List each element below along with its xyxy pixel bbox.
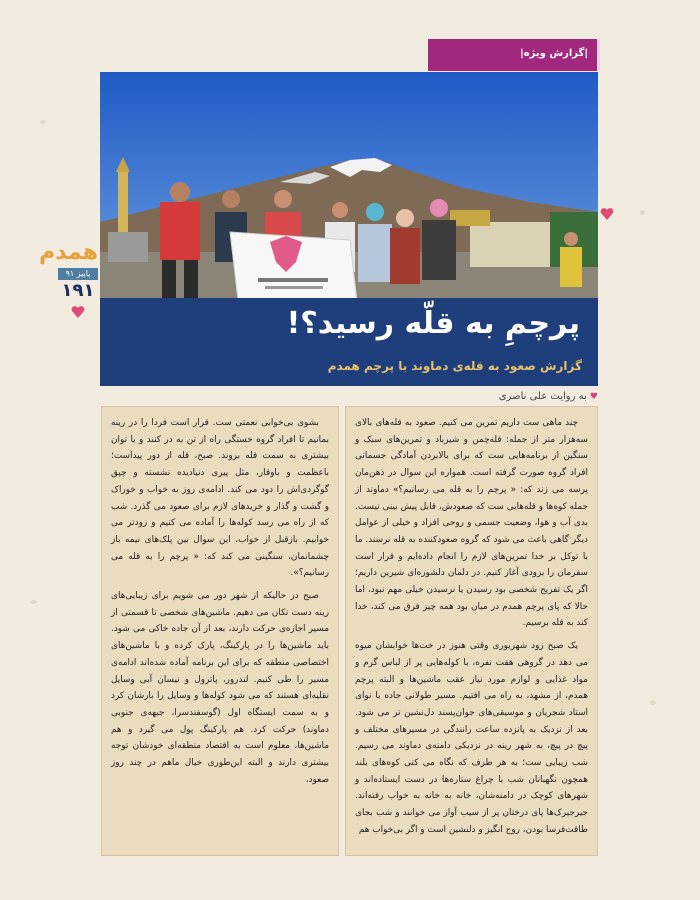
- issue-date: پاییز ۹۱: [58, 268, 98, 280]
- heart-bullet-icon: ♥: [589, 392, 598, 402]
- heart-icon: [600, 206, 614, 220]
- paragraph: یک صبح زود شهریوری وقتی هنوز در خت‌ها خوابشان میوه می دهد در گروهی هفت نفره، با کوله‌هایی پر از لباس گرم و مواد غذایی و لوازم مورد نیاز عقب ماشین‌ها و البته پرچم همدم، از مشهد، به راه می افتیم. مسیر طولانی جاده با نوای استاد شجریان و موسیقی‌های جوان‌پسند دل‌نشین تر می شود. بعد از نزدیک به پانزده ساعت رانندگی در مسیرهای مختلف و پیچ در پیچ، به شهر رینه در نزدیکی دامنه‌ی دماوند می رسیم. شب زیبایی ست؛ به هر طرف که نگاه می کنی کوه‌های بلند همچون نگهبانان شب با چراغ ستاره‌ها در دست ایستاده‌اند و شهرهای کوچک در دامنه‌شان، خانه به خانه به خواب رفته‌اند. جیرجیرک‌ها پای درختان پر از سیب آواز می خوانند و شب بجای طاقت‌فرسا بودن، روح انگیز و دلنشین است و اگر بی‌خواب هم: [355, 641, 588, 835]
- paragraph: چند ماهی ست داریم تمرین می کنیم. صعود به قله‌های بالای سه‌هزار متر از جمله: قله‌چمن و شیرباد و تمرین‌های سبک و سنگین از برنامه‌هایی ست که برای بالابردن آمادگی جسمانی افراد گروه صورت گرفته است. همواره این سوال در ذهن‌مان پرسه می زند که: « پرچم را به قله می رسانیم؟» دماوند از جمله کوه‌ها و قله‌هایی ست که صعودش، قابل پیش بینی نیست. بدی آب و هوا، وضعیت جسمی و روحی افراد و خیلی از عوامل دیگر گاهی باعث می شود که گروه صعودکننده به قله نرسند. ما با توکل بر خدا تمرین‌های لازم را انجام داده‌ایم و قرار است سفرمان را بزودی آغاز کنیم. در دلمان دلشوره‌ای شیرین داریم؛ اگر یک تفریح شخصی بود رسیدن یا نرسیدن خیلی مهم نبود، اما حالا که پای پرچم همدم در میان بود همه چیز فرق می کند، خدا کند به قله برسیم.: [355, 418, 588, 629]
- section-tag: [428, 39, 600, 71]
- article-subtitle: گزارش صعود به قله‌ی دماوند با پرچم همدم: [327, 359, 582, 373]
- paper-texture: [40, 120, 46, 124]
- paragraph: صبح در حالیکه از شهر دور می شویم برای زیبایی‌های رینه دست تکان می دهیم. ماشین‌های شخصی تا قسمتی از مسیر اجازه‌ی حرکت دارند، بعد از آن جاده خاکی می شود. باید ماشین‌ها را در پارکینگ، پارک کرده و با ماشین‌های اختصاصی منطقه که برای این برنامه آماده شده‌اند ادامه‌ی مسیر را طی کنیم. لندرور، پاترول و نیسان آبی وسایل نقلیه‌ای هستند که می شود کوله‌ها و وسایل را بارشان کرد و به سمت ایستگاه اول (گوسفندسرا، جبهه‌ی جنوبی دماوند) حرکت کرد. هم پارکینگ پول می گیرد و هم ماشین‌ها، معلوم است به اقتصاد منطقه‌ای خودشان توجه بیشتری دارند و البته این‌طوری خیال ماهم در چند روز صعود،: [111, 591, 329, 785]
- paper-texture: [640, 210, 645, 215]
- paragraph: بشوی بی‌خوابی نعمتی ست. قرار است فردا را در رینه بمانیم تا افراد گروه خستگی راه از تن به در کنند و با توان بیشتری به سمت قله بروند. صبح، قله از دور پیداست؛ باعظمت و باوقار، مثل پیری دنیادیده نشسته و چپق گوگردی‌اش را دود می کند. ادامه‌ی روز به خواب و خوراک و گشت و گذار و خریدهای لازم برای صعود می گذرد. شب که از راه می رسد کوله‌ها را آماده می کنیم و زودتر می خوابیم. بازقبل از خواب، این سوال بین پلک‌های نیمه باز چشمانمان، سنگینی می کند که: « پرچم را به قله می رسانیم؟».: [111, 418, 329, 579]
- magazine-logo: [39, 240, 98, 320]
- article-photo: [100, 72, 598, 298]
- article-column-right: [345, 406, 598, 856]
- article-column-left: [101, 406, 339, 856]
- heart-icon: [71, 304, 85, 318]
- byline: [499, 391, 598, 402]
- section-tag-bar: [597, 39, 600, 71]
- mountain-group-photo-icon: [100, 72, 598, 298]
- paper-texture: [650, 700, 656, 705]
- paper-texture: [30, 600, 37, 604]
- page-number: ۱۹۱: [61, 280, 95, 301]
- byline-text: به روایت علی ناصری: [498, 391, 587, 402]
- article-title: پرچمِ به قلّه رسید؟!: [286, 306, 580, 341]
- title-band: [100, 298, 598, 386]
- section-tag-label: |گزارش ویژه|: [520, 48, 588, 59]
- brand-name: همدم: [39, 240, 98, 265]
